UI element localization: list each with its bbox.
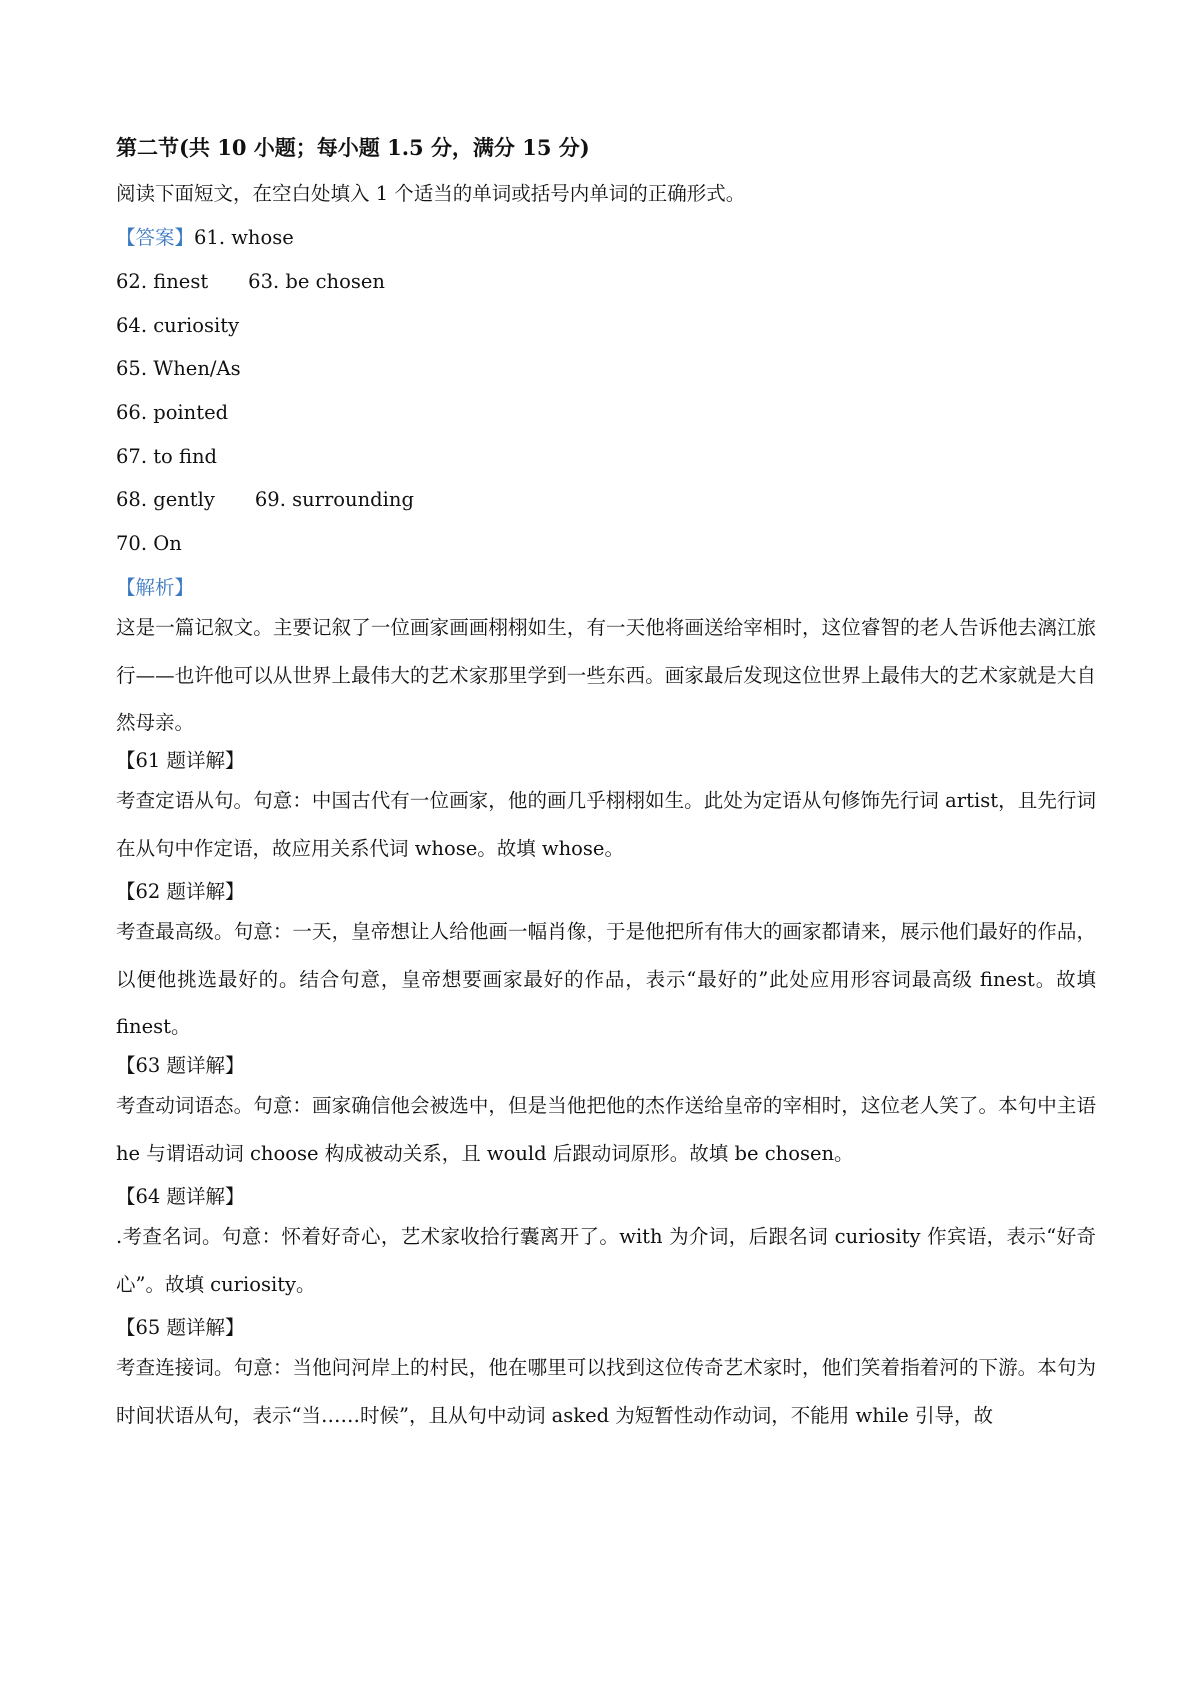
answer-62: 62. finest (116, 270, 209, 293)
answer-63: 63. be chosen (248, 270, 385, 293)
detail-65-text: 考查连接词。句意：当他问河岸上的村民，他在哪里可以找到这位传奇艺术家时，他们笑着指着河的下游。本句为时间状语从句，表示“当……时候”，且从句中动词 asked 为短暂性动作动词，不能用 while 引导，故 (116, 1356, 1096, 1427)
answer-64: 64. curiosity (116, 314, 240, 337)
answer-61: 61. whose (194, 226, 294, 249)
detail-64-text: .考查名词。句意：怀着好奇心，艺术家收拾行囊离开了。with 为介词，后跟名词 curiosity 作宾语，表示“好奇心”。故填 curiosity。 (116, 1225, 1096, 1296)
detail-65-title: 【65 题详解】 (116, 1316, 245, 1339)
detail-62-text: 考查最高级。句意：一天，皇帝想让人给他画一幅肖像，于是他把所有伟大的画家都请来，展示他们最好的作品，以便他挑选最好的。结合句意，皇帝想要画家最好的作品，表示“最好的”此处应用形容词最高级 finest。故填 finest。 (116, 920, 1096, 1038)
answer-68: 68. gently (116, 488, 215, 511)
answer-line-61 (116, 224, 294, 252)
detail-61-text: 考查定语从句。句意：中国古代有一位画家，他的画几乎栩栩如生。此处为定语从句修饰先行词 artist，且先行词在从句中作定语，故应用关系代词 whose。故填 whose。 (116, 789, 1096, 860)
analysis-tag: 【解析】 (116, 576, 195, 599)
analysis-summary: 这是一篇记叙文。主要记叙了一位画家画画栩栩如生，有一天他将画送给宰相时，这位睿智的老人告诉他去漓江旅行——也许他可以从世界上最伟大的艺术家那里学到一些东西。画家最后发现这位世界上最伟大的艺术家就是大自然母亲。 (116, 616, 1096, 734)
section-instruction: 阅读下面短文，在空白处填入 1 个适当的单词或括号内单词的正确形式。 (116, 182, 746, 205)
answer-67: 67. to find (116, 445, 218, 468)
answer-65: 65. When/As (116, 357, 241, 380)
detail-62-title: 【62 题详解】 (116, 880, 245, 903)
answer-69: 69. surrounding (254, 488, 414, 511)
answer-70: 70. On (116, 532, 182, 555)
detail-63-title: 【63 题详解】 (116, 1054, 245, 1077)
detail-61-title: 【61 题详解】 (116, 749, 245, 772)
detail-63-text: 考查动词语态。句意：画家确信他会被选中，但是当他把他的杰作送给皇帝的宰相时，这位老人笑了。本句中主语 he 与谓语动词 choose 构成被动关系，且 would 后跟动词原形。故填 be chosen。 (116, 1094, 1096, 1165)
answer-tag: 【答案】 (116, 226, 195, 249)
answer-66: 66. pointed (116, 401, 229, 424)
detail-64-title: 【64 题详解】 (116, 1185, 245, 1208)
answer-line-62-63 (116, 268, 385, 296)
section-heading: 第二节(共 10 小题；每小题 1.5 分，满分 15 分) (116, 135, 590, 160)
answer-line-68-69 (116, 486, 414, 514)
